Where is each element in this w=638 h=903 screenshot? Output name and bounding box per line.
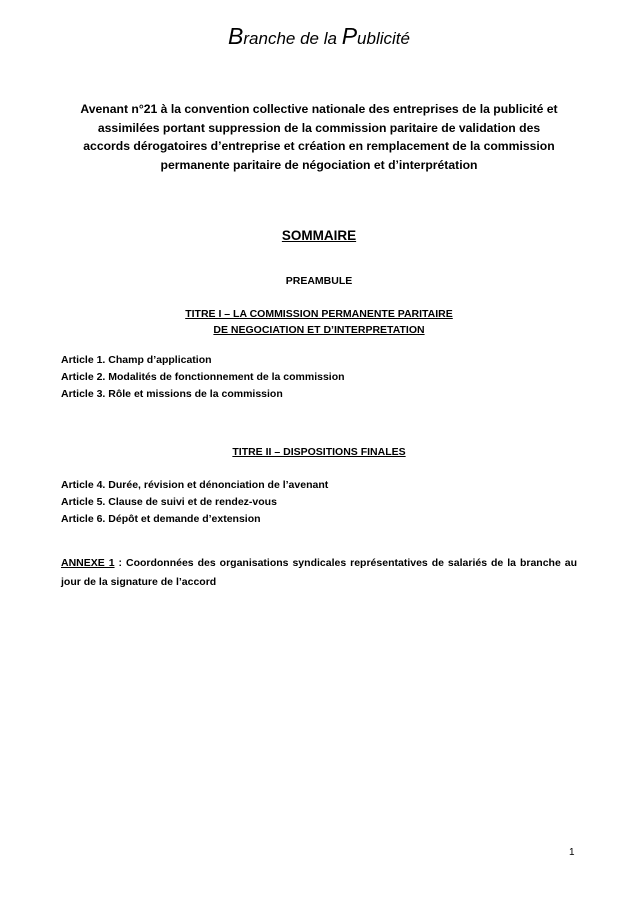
header-initial-p: P xyxy=(341,23,358,49)
title-line: accords dérogatoires d’entreprise et création en remplacement de la commission xyxy=(83,139,555,153)
title-line: permanente paritaire de négociation et d’interprétation xyxy=(160,157,478,172)
page-header xyxy=(0,23,638,49)
header-initial-b: B xyxy=(228,23,244,49)
article-item: Article 6. Dépôt et demande d’extension xyxy=(61,513,261,525)
page-number: 1 xyxy=(569,847,575,858)
annexe-text: : Coordonnées des organisations syndicales représentatives de salariés de la branche au jour de la signature de l’accord xyxy=(61,557,578,588)
titre-1-line: TITRE I – LA COMMISSION PERMANENTE PARITAIRE xyxy=(185,308,453,320)
titre-2-heading: TITRE II – DISPOSITIONS FINALES xyxy=(232,446,406,458)
titre-2-articles xyxy=(61,477,581,528)
title-line: assimilées portant suppression de la commission paritaire de validation des xyxy=(97,120,541,135)
sommaire-heading: SOMMAIRE xyxy=(281,228,357,243)
document-title xyxy=(62,100,576,174)
article-item: Article 5. Clause de suivi et de rendez-vous xyxy=(61,496,277,508)
titre-1-line: DE NEGOCIATION ET D’INTERPRETATION xyxy=(213,324,425,336)
annexe-label: ANNEXE 1 xyxy=(61,557,115,569)
title-line: Avenant n°21 à la convention collective nationale des entreprises de la publicité et xyxy=(80,102,558,116)
preambule-heading: PREAMBULE xyxy=(285,275,353,287)
article-item: Article 2. Modalités de fonctionnement de la commission xyxy=(61,371,345,383)
article-item: Article 4. Durée, révision et dénonciation de l’avenant xyxy=(61,479,329,491)
header-text-2: ublicité xyxy=(357,29,410,48)
titre-1-heading xyxy=(0,306,638,338)
article-item: Article 1. Champ d’application xyxy=(61,354,212,366)
article-item: Article 3. Rôle et missions de la commission xyxy=(61,388,283,400)
titre-1-articles xyxy=(61,352,581,403)
annexe-entry xyxy=(61,554,577,592)
header-text-1: ranche de la xyxy=(243,29,342,48)
